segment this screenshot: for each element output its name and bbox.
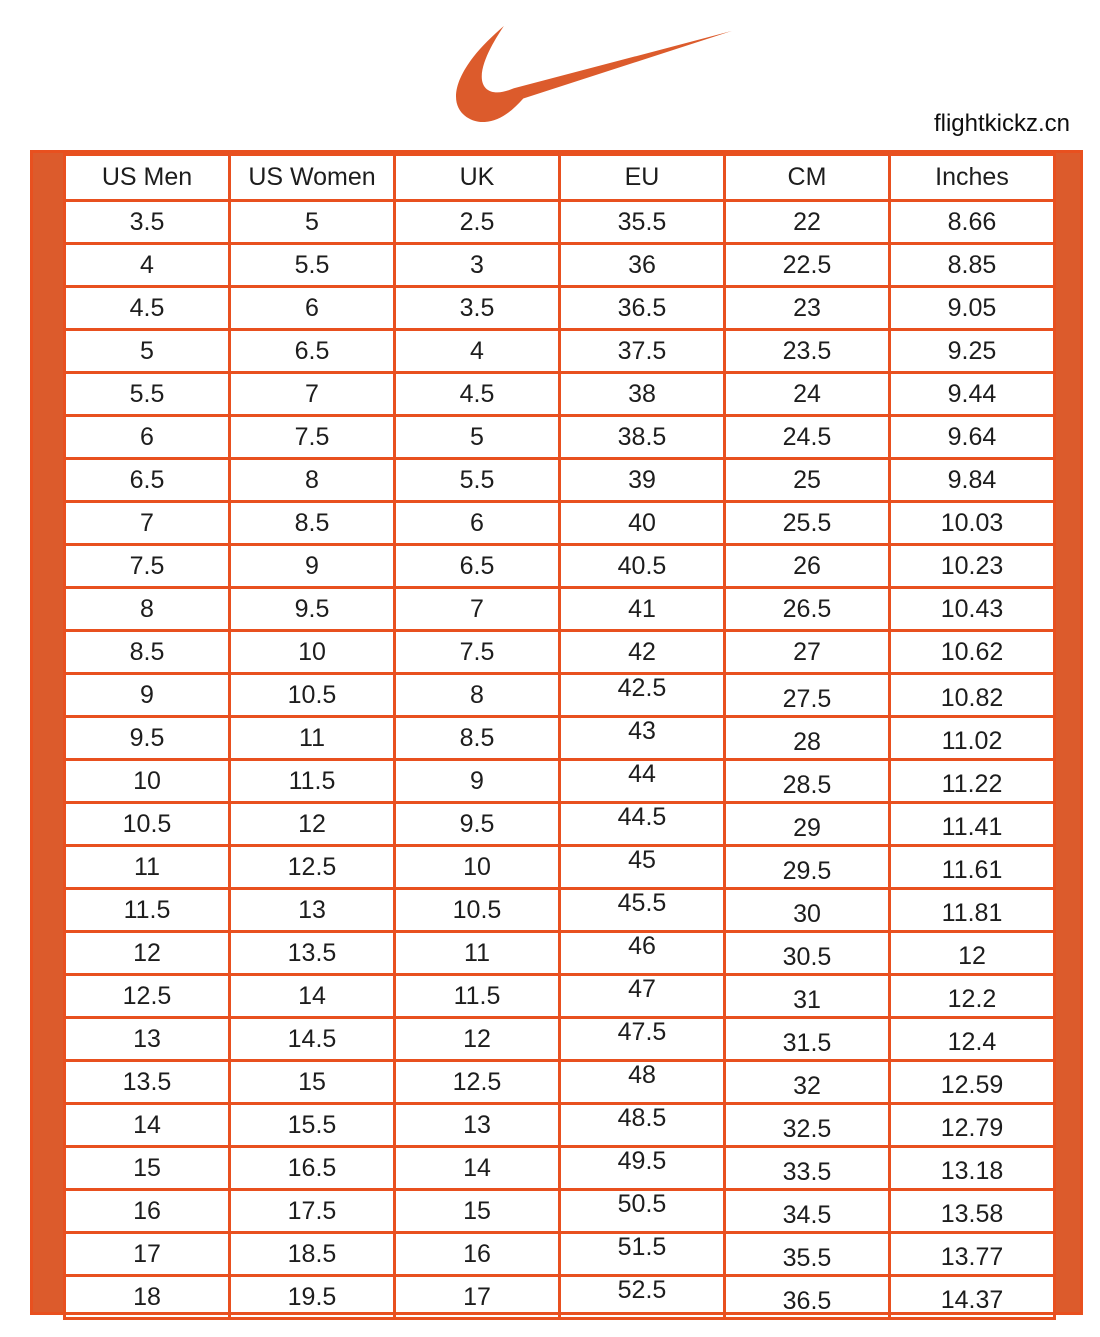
cell-eu: 43 — [560, 717, 725, 760]
cell-inches: 9.25 — [890, 330, 1055, 373]
cell-us-men: 9 — [65, 674, 230, 717]
cell-uk: 8.5 — [395, 717, 560, 760]
table-row — [65, 459, 1055, 502]
cell-uk: 3.5 — [395, 287, 560, 330]
column-header: US Women — [230, 155, 395, 201]
cell-cm: 29.5 — [725, 846, 890, 889]
cell-uk: 3 — [395, 244, 560, 287]
cell-us-women: 10.5 — [230, 674, 395, 717]
cell-eu: 50.5 — [560, 1190, 725, 1233]
cell-inches: 12 — [890, 932, 1055, 975]
cell-uk: 2.5 — [395, 201, 560, 244]
cell-us-women: 19.5 — [230, 1276, 395, 1319]
cell-us-men: 3.5 — [65, 201, 230, 244]
cell-us-women: 12 — [230, 803, 395, 846]
table-row — [65, 502, 1055, 545]
table-row — [65, 1233, 1055, 1276]
cell-eu: 39 — [560, 459, 725, 502]
table-row — [65, 588, 1055, 631]
left-accent-bar — [33, 153, 63, 1312]
cell-inches: 12.79 — [890, 1104, 1055, 1147]
cell-us-men: 6.5 — [65, 459, 230, 502]
cell-us-women: 17.5 — [230, 1190, 395, 1233]
nike-swoosh-icon — [456, 26, 732, 122]
cell-us-women: 5 — [230, 201, 395, 244]
cell-us-men: 8.5 — [65, 631, 230, 674]
cell-inches: 12.59 — [890, 1061, 1055, 1104]
table-row — [65, 631, 1055, 674]
table-row — [65, 803, 1055, 846]
cell-cm: 27.5 — [725, 674, 890, 717]
cell-uk: 15 — [395, 1190, 560, 1233]
cell-cm: 32 — [725, 1061, 890, 1104]
cell-inches: 8.85 — [890, 244, 1055, 287]
cell-cm: 30 — [725, 889, 890, 932]
cell-us-women: 11.5 — [230, 760, 395, 803]
cell-eu: 46 — [560, 932, 725, 975]
cell-us-women: 16.5 — [230, 1147, 395, 1190]
cell-us-women: 11 — [230, 717, 395, 760]
cell-cm: 35.5 — [725, 1233, 890, 1276]
cell-inches: 9.64 — [890, 416, 1055, 459]
cell-eu: 47.5 — [560, 1018, 725, 1061]
column-header: EU — [560, 155, 725, 201]
cell-cm: 29 — [725, 803, 890, 846]
table-row — [65, 846, 1055, 889]
cell-inches: 11.81 — [890, 889, 1055, 932]
cell-us-men: 5 — [65, 330, 230, 373]
cell-eu: 45.5 — [560, 889, 725, 932]
table-body — [65, 201, 1055, 1319]
cell-inches: 9.84 — [890, 459, 1055, 502]
cell-eu: 48.5 — [560, 1104, 725, 1147]
cell-uk: 9 — [395, 760, 560, 803]
cell-us-men: 11.5 — [65, 889, 230, 932]
cell-eu: 40 — [560, 502, 725, 545]
cell-uk: 11 — [395, 932, 560, 975]
cell-uk: 11.5 — [395, 975, 560, 1018]
table-header — [65, 155, 1055, 201]
cell-us-women: 6.5 — [230, 330, 395, 373]
cell-uk: 9.5 — [395, 803, 560, 846]
cell-uk: 12 — [395, 1018, 560, 1061]
cell-eu: 42 — [560, 631, 725, 674]
cell-inches: 9.44 — [890, 373, 1055, 416]
cell-us-men: 13.5 — [65, 1061, 230, 1104]
column-header: US Men — [65, 155, 230, 201]
cell-cm: 28 — [725, 717, 890, 760]
cell-eu: 44 — [560, 760, 725, 803]
cell-eu: 35.5 — [560, 201, 725, 244]
column-header: Inches — [890, 155, 1055, 201]
cell-us-women: 14.5 — [230, 1018, 395, 1061]
table-row — [65, 1190, 1055, 1233]
cell-cm: 28.5 — [725, 760, 890, 803]
cell-eu: 38.5 — [560, 416, 725, 459]
cell-us-men: 17 — [65, 1233, 230, 1276]
cell-eu: 37.5 — [560, 330, 725, 373]
table-row — [65, 1018, 1055, 1061]
cell-us-men: 11 — [65, 846, 230, 889]
site-watermark: flightkickz.cn — [933, 110, 1070, 137]
cell-cm: 23.5 — [725, 330, 890, 373]
cell-eu: 36.5 — [560, 287, 725, 330]
table-row — [65, 674, 1055, 717]
cell-uk: 12.5 — [395, 1061, 560, 1104]
cell-cm: 24 — [725, 373, 890, 416]
cell-eu: 38 — [560, 373, 725, 416]
cell-uk: 8 — [395, 674, 560, 717]
table-row — [65, 889, 1055, 932]
cell-us-women: 9.5 — [230, 588, 395, 631]
column-header: CM — [725, 155, 890, 201]
cell-us-women: 5.5 — [230, 244, 395, 287]
cell-cm: 24.5 — [725, 416, 890, 459]
cell-us-women: 13.5 — [230, 932, 395, 975]
cell-uk: 13 — [395, 1104, 560, 1147]
cell-us-men: 4.5 — [65, 287, 230, 330]
size-chart — [30, 150, 1083, 1315]
table-row — [65, 760, 1055, 803]
table-row — [65, 287, 1055, 330]
cell-eu: 51.5 — [560, 1233, 725, 1276]
cell-cm: 30.5 — [725, 932, 890, 975]
cell-us-men: 16 — [65, 1190, 230, 1233]
cell-inches: 11.22 — [890, 760, 1055, 803]
cell-inches: 13.58 — [890, 1190, 1055, 1233]
cell-inches: 11.61 — [890, 846, 1055, 889]
table-row — [65, 1276, 1055, 1319]
cell-inches: 13.18 — [890, 1147, 1055, 1190]
cell-uk: 7.5 — [395, 631, 560, 674]
cell-us-men: 15 — [65, 1147, 230, 1190]
cell-eu: 45 — [560, 846, 725, 889]
cell-us-men: 7 — [65, 502, 230, 545]
cell-us-men: 10 — [65, 760, 230, 803]
table-row — [65, 717, 1055, 760]
table-row — [65, 201, 1055, 244]
right-accent-bar — [1056, 153, 1080, 1312]
cell-cm: 25 — [725, 459, 890, 502]
cell-us-women: 15 — [230, 1061, 395, 1104]
cell-us-men: 8 — [65, 588, 230, 631]
cell-eu: 44.5 — [560, 803, 725, 846]
cell-uk: 16 — [395, 1233, 560, 1276]
cell-inches: 11.41 — [890, 803, 1055, 846]
cell-uk: 4 — [395, 330, 560, 373]
cell-eu: 40.5 — [560, 545, 725, 588]
cell-us-women: 14 — [230, 975, 395, 1018]
cell-cm: 32.5 — [725, 1104, 890, 1147]
cell-us-men: 12 — [65, 932, 230, 975]
cell-us-women: 7.5 — [230, 416, 395, 459]
cell-eu: 42.5 — [560, 674, 725, 717]
cell-uk: 6.5 — [395, 545, 560, 588]
cell-us-men: 13 — [65, 1018, 230, 1061]
cell-eu: 47 — [560, 975, 725, 1018]
cell-cm: 22.5 — [725, 244, 890, 287]
cell-cm: 26 — [725, 545, 890, 588]
cell-inches: 8.66 — [890, 201, 1055, 244]
table-row — [65, 1104, 1055, 1147]
table-row — [65, 373, 1055, 416]
cell-uk: 5 — [395, 416, 560, 459]
cell-us-men: 10.5 — [65, 803, 230, 846]
cell-uk: 6 — [395, 502, 560, 545]
cell-us-women: 8 — [230, 459, 395, 502]
cell-inches: 10.23 — [890, 545, 1055, 588]
cell-us-women: 9 — [230, 545, 395, 588]
cell-us-women: 13 — [230, 889, 395, 932]
cell-uk: 5.5 — [395, 459, 560, 502]
cell-cm: 27 — [725, 631, 890, 674]
cell-eu: 41 — [560, 588, 725, 631]
cell-us-women: 12.5 — [230, 846, 395, 889]
cell-cm: 25.5 — [725, 502, 890, 545]
cell-uk: 10.5 — [395, 889, 560, 932]
cell-us-men: 14 — [65, 1104, 230, 1147]
cell-uk: 7 — [395, 588, 560, 631]
cell-us-men: 18 — [65, 1276, 230, 1319]
cell-us-men: 4 — [65, 244, 230, 287]
cell-cm: 23 — [725, 287, 890, 330]
table-row — [65, 416, 1055, 459]
cell-us-women: 15.5 — [230, 1104, 395, 1147]
cell-cm: 26.5 — [725, 588, 890, 631]
cell-inches: 10.82 — [890, 674, 1055, 717]
cell-inches: 12.4 — [890, 1018, 1055, 1061]
cell-uk: 14 — [395, 1147, 560, 1190]
cell-inches: 12.2 — [890, 975, 1055, 1018]
cell-us-men: 9.5 — [65, 717, 230, 760]
cell-us-women: 7 — [230, 373, 395, 416]
cell-us-women: 18.5 — [230, 1233, 395, 1276]
cell-uk: 10 — [395, 846, 560, 889]
cell-cm: 33.5 — [725, 1147, 890, 1190]
cell-cm: 31 — [725, 975, 890, 1018]
table-row — [65, 545, 1055, 588]
cell-us-women: 10 — [230, 631, 395, 674]
table-row — [65, 1147, 1055, 1190]
cell-eu: 52.5 — [560, 1276, 725, 1319]
cell-us-men: 6 — [65, 416, 230, 459]
size-conversion-table — [63, 153, 1056, 1320]
column-header: UK — [395, 155, 560, 201]
cell-us-women: 8.5 — [230, 502, 395, 545]
cell-eu: 49.5 — [560, 1147, 725, 1190]
cell-inches: 11.02 — [890, 717, 1055, 760]
cell-us-men: 7.5 — [65, 545, 230, 588]
cell-cm: 36.5 — [725, 1276, 890, 1319]
cell-inches: 14.37 — [890, 1276, 1055, 1319]
cell-us-men: 12.5 — [65, 975, 230, 1018]
table-header-row — [65, 155, 1055, 201]
cell-inches: 10.03 — [890, 502, 1055, 545]
cell-cm: 22 — [725, 201, 890, 244]
cell-uk: 4.5 — [395, 373, 560, 416]
cell-inches: 10.62 — [890, 631, 1055, 674]
cell-eu: 36 — [560, 244, 725, 287]
cell-inches: 10.43 — [890, 588, 1055, 631]
cell-cm: 34.5 — [725, 1190, 890, 1233]
table-row — [65, 975, 1055, 1018]
cell-us-women: 6 — [230, 287, 395, 330]
table-row — [65, 1061, 1055, 1104]
cell-uk: 17 — [395, 1276, 560, 1319]
cell-eu: 48 — [560, 1061, 725, 1104]
cell-inches: 13.77 — [890, 1233, 1055, 1276]
cell-cm: 31.5 — [725, 1018, 890, 1061]
table-row — [65, 932, 1055, 975]
table-row — [65, 244, 1055, 287]
cell-us-men: 5.5 — [65, 373, 230, 416]
cell-inches: 9.05 — [890, 287, 1055, 330]
table-row — [65, 330, 1055, 373]
